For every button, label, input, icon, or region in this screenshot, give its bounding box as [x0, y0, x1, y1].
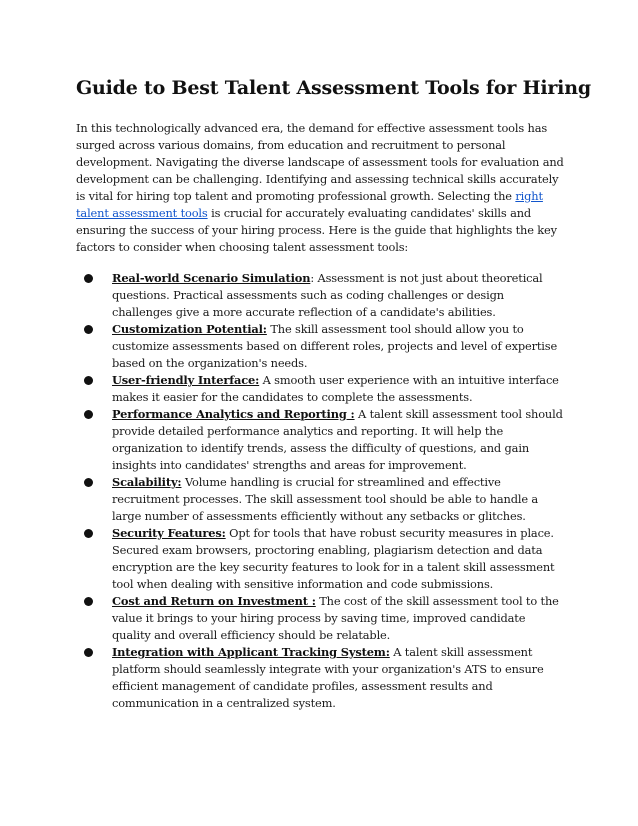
- list-item-title: Integration with Applicant Tracking System:: [112, 645, 390, 659]
- list-item-text: The cost of the skill assessment tool to the value it brings to your hiring process by saving time, improved candidate quality and overall efficiency should be relatable.: [112, 594, 559, 642]
- list-item-title: Scalability:: [112, 475, 182, 489]
- list-item-text: A talent skill assessment tool should provide detailed performance analytics and reporting. It will help the organization to identify trends, assess the difficulty of questions, and gain insights into candidates' strengths and areas for improvement.: [112, 407, 563, 472]
- intro-paragraph: [76, 120, 564, 256]
- bullet-icon: [84, 274, 93, 283]
- list-item: [76, 525, 564, 593]
- list-item-text: : Assessment is not just about theoretical questions. Practical assessments such as coding challenges or design challenges give a more accurate reflection of a candidate's abilities.: [112, 271, 543, 319]
- list-item: [76, 593, 564, 644]
- list-item: [76, 406, 564, 474]
- list-item-text: Opt for tools that have robust security measures in place. Secured exam browsers, proctoring enabling, plagiarism detection and data encryption are the key security features to look for in a talent skill assessment tool when dealing with sensitive information and code submissions.: [112, 526, 555, 591]
- bullet-icon: [84, 597, 93, 606]
- list-item-title: Security Features:: [112, 526, 226, 540]
- talent-assessment-tools-link[interactable]: right talent assessment tools: [76, 189, 543, 220]
- list-item: [76, 644, 564, 712]
- list-item-text: A smooth user experience with an intuitive interface makes it easier for the candidates to complete the assessments.: [112, 373, 559, 404]
- bullet-icon: [84, 478, 93, 487]
- list-item: [76, 372, 564, 406]
- list-item-title: Cost and Return on Investment :: [112, 594, 316, 608]
- key-factors-list: [76, 270, 564, 712]
- bullet-icon: [84, 648, 93, 657]
- list-item: [76, 474, 564, 525]
- list-item: [76, 270, 564, 321]
- bullet-icon: [84, 529, 93, 538]
- list-item-text: The skill assessment tool should allow you to customize assessments based on different roles, projects and level of expertise based on the organization's needs.: [112, 322, 558, 370]
- list-item: [76, 321, 564, 372]
- intro-text-before-link: In this technologically advanced era, the demand for effective assessment tools has surged across various domains, from education and recruitment to personal development. Navigating the diverse landscape of assessment tools for evaluation and development can be challenging. Identifying and assessing technical skills accurately is vital for hiring top talent and promoting professional growth. Selecting the: [76, 121, 564, 203]
- bullet-icon: [84, 410, 93, 419]
- list-item-text: Volume handling is crucial for streamlined and effective recruitment processes. The skill assessment tool should be able to handle a large number of assessments efficiently without any setbacks or glitches.: [112, 475, 539, 523]
- list-item-title: Customization Potential:: [112, 322, 267, 336]
- intro-text-after-link: is crucial for accurately evaluating candidates' skills and ensuring the success of your hiring process. Here is the guide that highlights the key factors to consider when choosing talent assessment tools:: [76, 206, 557, 254]
- list-item-title: Performance Analytics and Reporting :: [112, 407, 355, 421]
- bullet-icon: [84, 376, 93, 385]
- list-item-title: User-friendly Interface:: [112, 373, 260, 387]
- document-title: Guide to Best Talent Assessment Tools for Hiring: [76, 77, 591, 99]
- list-item-title: Real-world Scenario Simulation: [112, 271, 311, 285]
- list-item-text: A talent skill assessment platform should seamlessly integrate with your organization's ATS to ensure efficient management of candidate profiles, assessment results and communication in a centralized system.: [112, 645, 544, 710]
- bullet-icon: [84, 325, 93, 334]
